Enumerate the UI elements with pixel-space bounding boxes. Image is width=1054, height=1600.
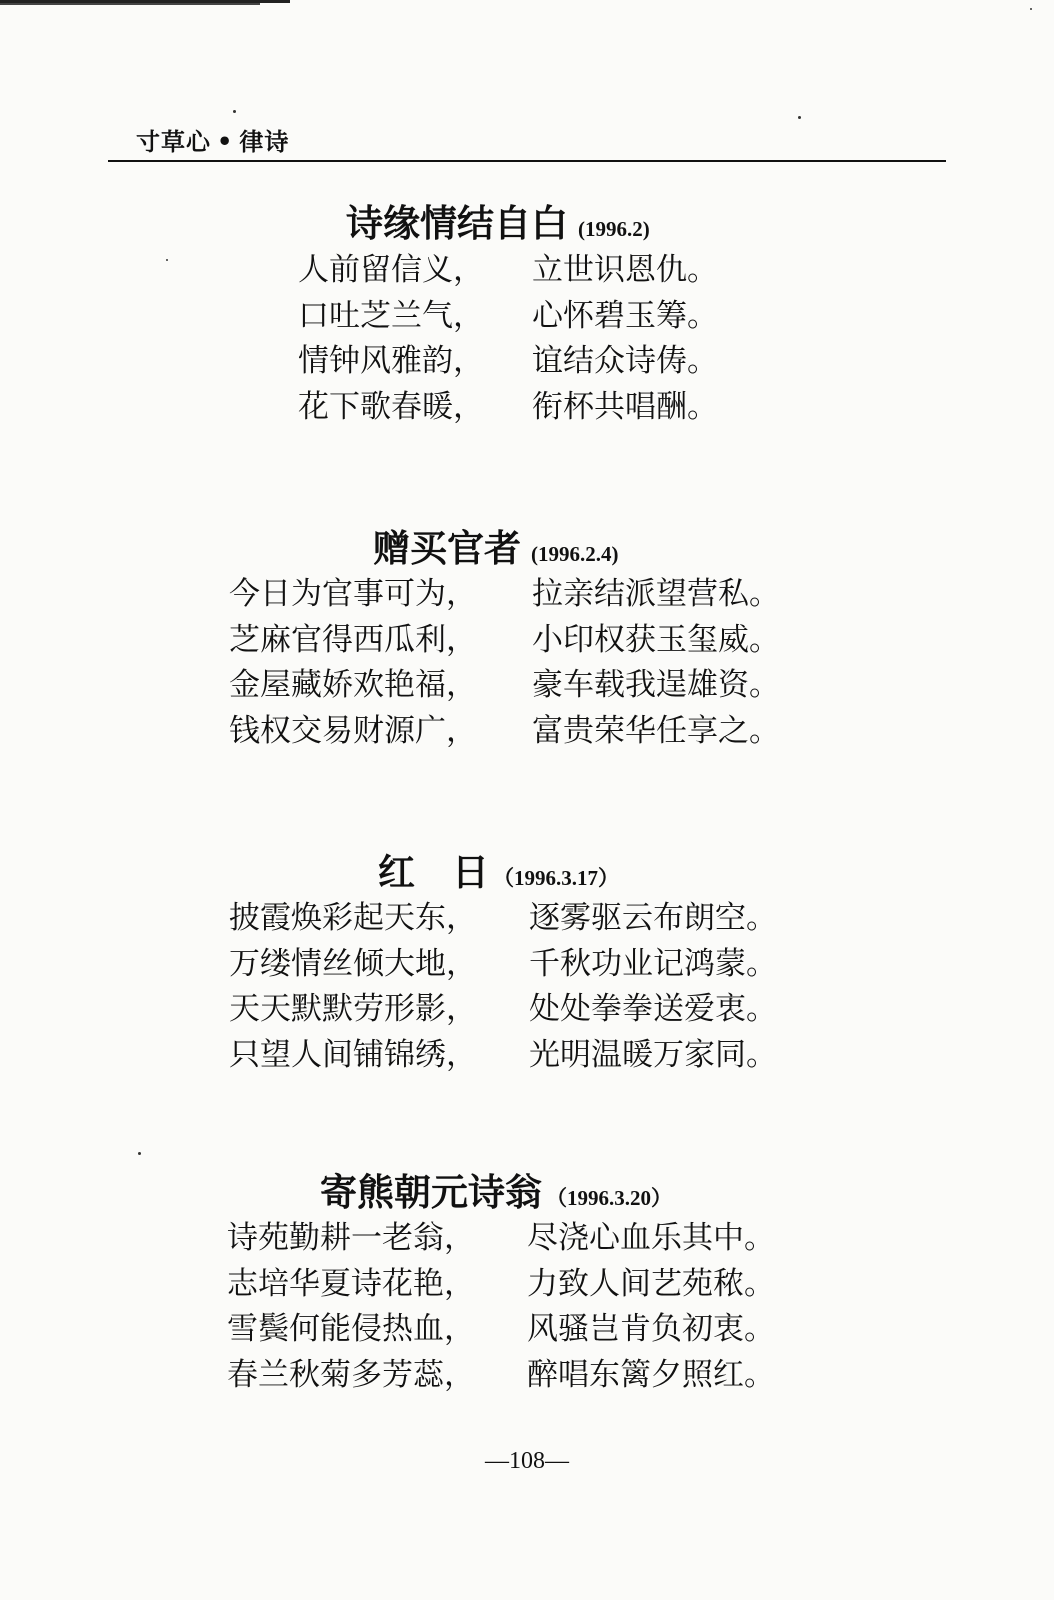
header-section: 律诗: [239, 127, 290, 156]
scan-speck: [1030, 8, 1032, 10]
line-second-half: 风骚岂肯负初衷。: [527, 1311, 775, 1347]
scan-speck: [233, 110, 236, 113]
poem-date: (1996.2.4): [531, 542, 619, 566]
line-second-half: 心怀碧玉筹。: [532, 297, 718, 334]
poem-title-text: 寄熊朝元诗翁: [320, 1171, 542, 1214]
poem-date: （1996.3.20）: [546, 1186, 672, 1210]
line-first-half: 芝麻官得西瓜利，: [229, 621, 477, 658]
poem-title: [378, 842, 619, 896]
line-second-half: 衔杯共唱酬。: [532, 388, 718, 425]
line-first-half: 诗苑勤耕一老翁，: [227, 1220, 475, 1256]
line-second-half: 拉亲结派望营私。: [532, 576, 780, 612]
line-second-half: 豪车载我逞雄资。: [532, 667, 780, 703]
header-separator: •: [217, 127, 234, 156]
line-first-half: 雪鬓何能侵热血，: [227, 1311, 475, 1347]
line-second-half: 醉唱东篱夕照红。: [527, 1356, 775, 1393]
line-first-half: 钱权交易财源广，: [229, 712, 477, 749]
line-first-half: 金屋藏娇欢艳福，: [229, 667, 477, 703]
line-second-half: 逐雾驱云布朗空。: [529, 900, 777, 936]
poem-title-text: 赠买官者: [373, 527, 521, 570]
line-first-half: 天天默默劳形影，: [229, 991, 477, 1027]
line-first-half: 只望人间铺锦绣，: [229, 1036, 477, 1073]
line-second-half: 小印权获玉玺威。: [532, 621, 780, 658]
poem-title: [346, 193, 650, 247]
header-book-title: 寸草心: [136, 127, 211, 156]
page-number: —108—: [485, 1448, 569, 1474]
poem-title-text: 诗缘情结自白: [346, 202, 568, 245]
line-second-half: 处处拳拳送爱衷。: [529, 991, 777, 1027]
line-first-half: 人前留信义，: [298, 252, 484, 288]
scan-speck: [166, 259, 168, 261]
line-first-half: 情钟风雅韵，: [298, 343, 484, 379]
top-edge-rule-shadow: [0, 3, 260, 5]
line-first-half: 今日为官事可为，: [229, 576, 477, 612]
line-first-half: 花下歌春暖，: [298, 388, 484, 425]
poem-date: (1996.2): [578, 217, 650, 241]
line-second-half: 尽浇心血乐其中。: [527, 1220, 775, 1256]
line-second-half: 富贵荣华任享之。: [532, 712, 780, 749]
scan-speck: [798, 116, 801, 119]
poem-title: [373, 518, 619, 572]
line-first-half: 志培华夏诗花艳，: [227, 1265, 475, 1302]
poem-date: （1996.3.17）: [493, 866, 619, 890]
scan-speck: [138, 1152, 141, 1155]
poem-title: [320, 1162, 672, 1216]
line-first-half: 万缕情丝倾大地，: [229, 945, 477, 982]
poem-title-text: 红 日: [378, 851, 489, 894]
line-second-half: 立世识恩仇。: [532, 252, 718, 288]
line-second-half: 千秋功业记鸿蒙。: [529, 945, 777, 982]
line-second-half: 谊结众诗俦。: [532, 343, 718, 379]
running-header: [136, 122, 289, 157]
line-first-half: 披霞焕彩起天东，: [229, 900, 477, 936]
line-first-half: 口吐芝兰气，: [298, 297, 484, 334]
line-first-half: 春兰秋菊多芳蕊，: [227, 1356, 475, 1393]
header-rule: [108, 160, 946, 162]
line-second-half: 光明温暖万家同。: [529, 1036, 777, 1073]
line-second-half: 力致人间艺苑秾。: [527, 1265, 775, 1302]
